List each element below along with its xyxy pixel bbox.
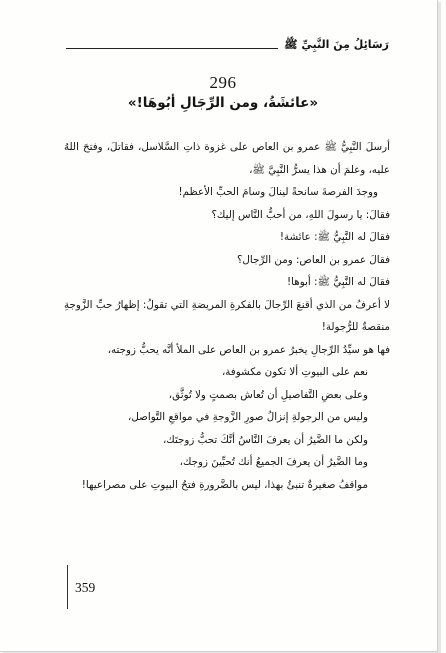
paragraph: فقالَ: يا رسولَ اللهِ، من أحبُّ النَّاس إليك؟ — [211, 208, 390, 221]
running-title: رَسَائِلُ مِنَ النَّبِيِّ ﷺ — [278, 38, 389, 54]
paragraph: مواقفُ صغيرةٌ تنبئُ بهذا، ليس بالضَّرورةِ فتحُ البيوتِ على مصراعيها! — [81, 478, 368, 491]
paragraph: ولكن ما الضَّيرُ أن يعرفَ النَّاسُ أنَّكَ تحبُّ زوجتَك، — [162, 433, 368, 446]
paragraph: نعم على البيوتِ ألا تكون مكشوفة، — [221, 366, 368, 378]
paragraph: فها هو سيِّدُ الرِّجالِ يخبرُ عمرو بن العاص على الملأ أنَّه يحبُّ زوجته، — [107, 343, 390, 356]
page-number: 359 — [75, 580, 96, 595]
running-header — [66, 38, 389, 58]
paragraph: فقالَ له النَّبِيُّ ﷺ: أبوها! — [287, 276, 390, 288]
article-title: «عائشَةُ، ومن الرِّجَالِ أبُوهَا!» — [127, 95, 319, 111]
footer-rule — [67, 565, 68, 609]
paragraph: وعلى بعضِ التَّفاصيلِ أن تُعاش بصمتٍ ولا تُوثَّق، — [168, 388, 368, 401]
paragraph: أرسلَ النَّبِيُّ ﷺ عمرو بن العاص على غزوة ذاتِ السَّلاسل، فقاتلَ، وفتحَ اللهُ عليه، وعلمَ أن هذا يسرُّ النَّبِيَّ ﷺ، — [64, 141, 390, 176]
article-number: 296 — [209, 73, 237, 92]
paragraph: وما الضَّيرُ أن يعرفَ الجميعُ أنك تُحبِّينَ زوجك، — [179, 456, 368, 468]
paragraph: لا أعرفُ من الذي أقنعَ الرِّجالَ بالفكرةِ المريضةِ التي تقولُ: إظهارُ حبِّ الزَّوجةِ منقصةٌ للرُّجولة! — [64, 298, 390, 333]
paragraph: ووجدَ الفرصةَ سانحةً لينالَ وسامَ الحبِّ الأعظم! — [178, 186, 378, 198]
paragraph: وليس من الرجولةِ إنزالُ صورِ الزَّوجةِ في مواقعِ التَّواصل، — [128, 411, 368, 423]
paragraph: فقالَ له النَّبِيُّ ﷺ: عائشة! — [279, 231, 390, 243]
article-body — [64, 136, 390, 496]
paragraph: فقالَ عمرو بن العاص: ومن الرِّجال؟ — [236, 253, 390, 266]
